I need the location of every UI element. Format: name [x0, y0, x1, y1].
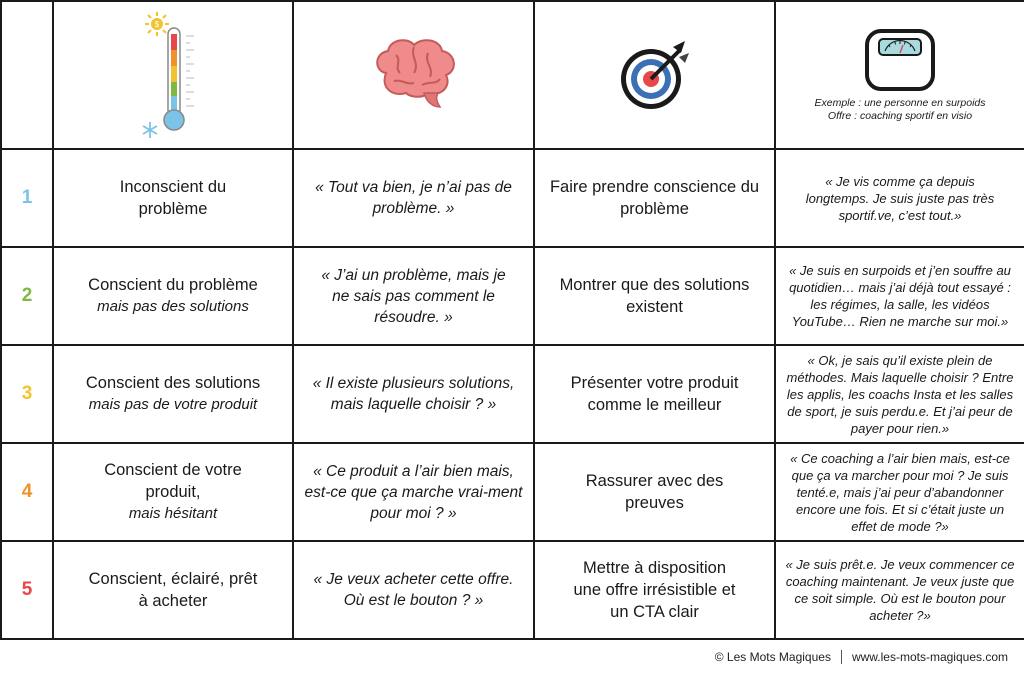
footer-copyright: © Les Mots Magiques [714, 650, 831, 664]
action-cell [535, 542, 776, 640]
row-number [2, 542, 54, 640]
thermometer-icon [128, 10, 218, 140]
stage-example: « Je suis prêt.e. Je veux commencer ce coaching maintenant. Je veux juste que ce soit simple. Où est le bouton pour acheter ?» [785, 557, 1015, 623]
scale-icon [863, 27, 937, 93]
header-scale-cell [776, 2, 1024, 150]
header-thermometer-cell [54, 2, 294, 150]
row-number [2, 346, 54, 444]
footer [0, 650, 1024, 664]
header-empty-cell [2, 2, 54, 150]
row-number-label: 3 [21, 383, 33, 404]
action-cell [535, 346, 776, 444]
stage-quote: « Il existe plusieurs solutions, mais laquelle choisir ? » [312, 375, 515, 413]
stage-action: Présenter votre produit comme le meilleur [570, 374, 739, 414]
svg-text:$: $ [154, 20, 160, 29]
row-number-label: 2 [21, 285, 33, 306]
stage-quote: « Ce produit a l’air bien mais, est-ce que ça marche vrai-ment pour moi ? » [304, 462, 523, 522]
footer-separator [841, 650, 842, 664]
stage-cell [54, 248, 294, 346]
target-icon [615, 35, 695, 115]
stage-quote: « Tout va bien, je n’ai pas de problème. » [315, 179, 512, 217]
quote-cell [294, 444, 535, 542]
stage-example: « Je suis en surpoids et j’en souffre au quotidien… mais j’ai déjà tout essayé : les régimes, la salle, les vidéos YouTube… Rien ne marche sur moi.» [789, 263, 1011, 329]
row-number [2, 248, 54, 346]
stage-action: Mettre à disposition une offre irrésistible et un CTA clair [573, 559, 736, 621]
example-cell [776, 248, 1024, 346]
footer-url[interactable]: www.les-mots-magiques.com [851, 650, 1008, 664]
stage-main: Conscient du problème [88, 276, 258, 294]
action-cell [535, 444, 776, 542]
row-number-label: 1 [21, 187, 33, 208]
stage-cell [54, 346, 294, 444]
quote-cell [294, 346, 535, 444]
example-cell [776, 346, 1024, 444]
stage-quote: « Je veux acheter cette offre. Où est le bouton ? » [313, 571, 514, 609]
quote-cell [294, 248, 535, 346]
stage-sub: mais pas de votre produit [88, 396, 258, 413]
header-brain-cell [294, 2, 535, 150]
example-cell [776, 542, 1024, 640]
example-cell [776, 444, 1024, 542]
stage-main: Conscient des solutions [85, 374, 261, 392]
stage-action: Rassurer avec des preuves [585, 472, 724, 512]
quote-cell [294, 542, 535, 640]
stage-example: « Ce coaching a l’air bien mais, est-ce que ça va marcher pour moi ? Je suis tenté.e, mais j’ai peur d’abandonner encore une fois. Et si c’était juste un effet de mode ?» [790, 450, 1010, 534]
brain-icon [366, 35, 462, 115]
stage-cell [54, 444, 294, 542]
stage-example: « Je vis comme ça depuis longtemps. Je suis juste pas très sportif.ve, c’est tout.» [805, 173, 995, 223]
scale-caption-example: Exemple : une personne en surpoids [814, 97, 986, 109]
quote-cell [294, 150, 535, 248]
stage-action: Montrer que des solutions existent [559, 276, 750, 316]
stage-main: Conscient, éclairé, prêt à acheter [88, 570, 258, 610]
row-number [2, 150, 54, 248]
action-cell [535, 150, 776, 248]
stage-action: Faire prendre conscience du problème [549, 178, 760, 218]
row-number-label: 4 [21, 481, 33, 502]
header-target-cell [535, 2, 776, 150]
row-number-label: 5 [21, 579, 33, 600]
stage-main: Inconscient du problème [119, 178, 227, 218]
stage-quote: « J’ai un problème, mais je ne sais pas comment le résoudre. » [321, 266, 506, 326]
row-number [2, 444, 54, 542]
stage-example: « Ok, je sais qu’il existe plein de méthodes. Mais laquelle choisir ? Entre les applis, les coachs Insta et les salles de sport, je suis perdu.e. Et j’ai peur de payer pour rien.» [786, 352, 1014, 436]
stage-cell [54, 542, 294, 640]
example-cell [776, 150, 1024, 248]
action-cell [535, 248, 776, 346]
stage-sub: mais hésitant [128, 505, 218, 522]
scale-caption-offer: Offre : coaching sportif en visio [827, 110, 973, 122]
stage-main: Conscient de votre produit, [104, 461, 242, 501]
stage-cell [54, 150, 294, 248]
stage-sub: mais pas des solutions [97, 298, 249, 315]
